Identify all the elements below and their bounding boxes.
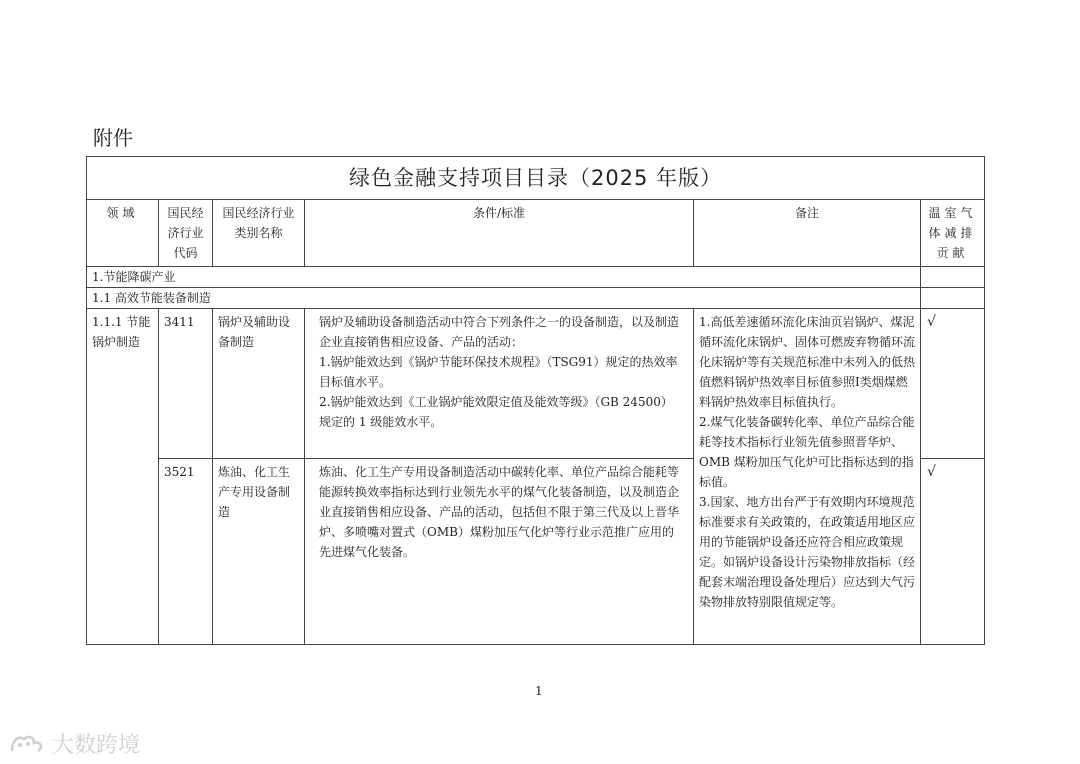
ghg-check-mark: √ xyxy=(921,309,985,459)
industry-category: 炼油、化工生产专用设备制造 xyxy=(213,459,305,645)
header-code: 国民经济行业代码 xyxy=(159,200,213,267)
industry-code: 3411 xyxy=(159,309,213,459)
subsection-heading: 1.1 高效节能装备制造 xyxy=(87,288,921,309)
catalog-table xyxy=(86,156,985,645)
header-ghg: 温室气体减排贡献 xyxy=(921,200,985,267)
conditions-cell xyxy=(305,309,694,459)
watermark-text: 大数跨境 xyxy=(52,733,141,758)
note-text: 1.高低差速循环流化床油页岩锅炉、煤泥循环流化床锅炉、固体可燃废弃物循环流化床锅炉等有关规范标准中未列入的低热值燃料锅炉热效率目标值参照Ⅰ类烟煤燃料锅炉热效率目标值执行。 xyxy=(699,315,916,409)
table-row xyxy=(87,309,985,459)
ghg-check-mark: √ xyxy=(921,459,985,645)
header-category: 国民经济行业类别名称 xyxy=(213,200,305,267)
watermark-logo-icon xyxy=(8,731,48,757)
condition-text: 炼油、化工生产专用设备制造活动中碳转化率、单位产品综合能耗等能源转换效率指标达到行业领先水平的煤气化装备制造，以及制造企业直接销售相应设备、产品的活动，包括但不限于第三代及以上晋华炉、多喷嘴对置式（OMB）煤粉加压气化炉等行业示范推广应用的先进煤气化装备。 xyxy=(319,465,680,559)
attachment-label: 附件 xyxy=(93,126,133,150)
industry-category: 锅炉及辅助设备制造 xyxy=(213,309,305,459)
section-heading: 1.节能降碳产业 xyxy=(87,267,921,288)
header-conditions: 条件/标准 xyxy=(305,200,694,267)
watermark xyxy=(8,728,140,759)
note-text: 2.煤气化装备碳转化率、单位产品综合能耗等技术指标行业领先值参照晋华炉、OMB 煤粉加压气化炉可比指标达到的指标值。 xyxy=(699,415,915,489)
header-notes: 备注 xyxy=(694,200,921,267)
notes-cell xyxy=(694,309,921,645)
table-title: 绿色金融支持项目目录（2025 年版） xyxy=(87,157,985,200)
page-number: 1 xyxy=(535,684,543,698)
industry-code: 3521 xyxy=(159,459,213,645)
condition-text: 锅炉及辅助设备制造活动中符合下列条件之一的设备制造，以及制造企业直接销售相应设备、产品的活动： xyxy=(319,315,680,349)
note-text: 3.国家、地方出台严于有效期内环境规范标准要求有关政策的，在政策适用地区应用的节能锅炉设备还应符合相应政策规定。如锅炉设备设计污染物排放指标（经配套末端治理设备处理后）应达到大气污染物排放特别限值规定等。 xyxy=(699,495,916,609)
condition-text: 2.锅炉能效达到《工业锅炉能效限定值及能效等级》（GB 24500）规定的 1 级能效水平。 xyxy=(319,395,673,429)
empty-cell xyxy=(921,288,985,309)
condition-text: 1.锅炉能效达到《锅炉节能环保技术规程》（TSG91）规定的热效率目标值水平。 xyxy=(319,355,678,389)
header-row xyxy=(87,200,985,267)
row-domain: 1.1.1 节能锅炉制造 xyxy=(87,309,159,645)
conditions-cell xyxy=(305,459,694,645)
header-domain: 领域 xyxy=(87,200,159,267)
empty-cell xyxy=(921,267,985,288)
